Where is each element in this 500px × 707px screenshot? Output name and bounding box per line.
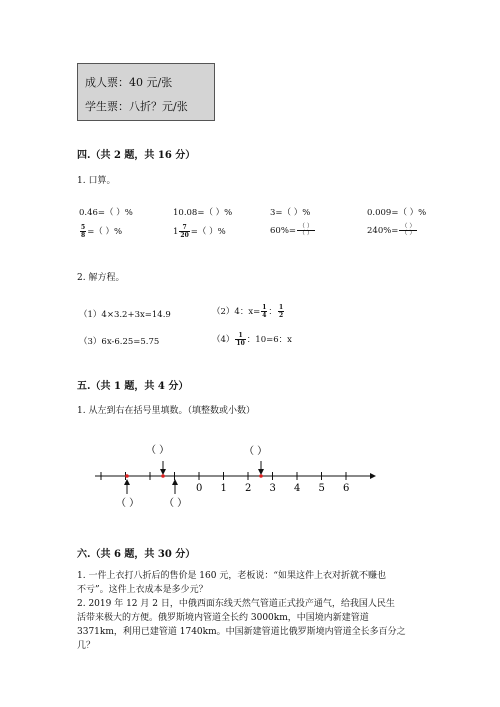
arrow-down-head bbox=[258, 469, 264, 475]
blank-bracket-left: （ ） bbox=[146, 445, 170, 456]
mental-math-item-2: 10.08=（ ）% bbox=[173, 208, 233, 218]
equation-3: （3）6x-6.25=5.75 bbox=[79, 337, 160, 347]
word-problem-line-4: 活带来极大的方便。俄罗斯境内管道全长约 3000km，中国境内新建管道 bbox=[77, 613, 369, 623]
fraction-1-2: $\frac{1}{2}$ bbox=[278, 304, 284, 319]
mental-math-item-6: 1 $\frac{7}{20}$ =（ ）% bbox=[173, 224, 226, 239]
mental-math-item-7: 60%= $\frac{( )}{( )}$ bbox=[270, 223, 313, 237]
arrow-up-head bbox=[172, 479, 178, 485]
number-line-tick-label: 4 bbox=[294, 483, 301, 494]
number-line-tick-label: 5 bbox=[318, 483, 325, 494]
number-line-tick-label: 6 bbox=[343, 483, 350, 494]
number-line-tick-label: 2 bbox=[245, 483, 252, 494]
word-problem-line-2: 不亏”。这件上衣成本是多少元？ bbox=[77, 585, 208, 595]
mental-math-item-4: 0.009=（ ）% bbox=[367, 208, 427, 218]
blank-bracket-below-right: （ ） bbox=[164, 498, 188, 508]
equation-4: （4） $\frac{1}{10}$ ：10=6：x bbox=[212, 332, 292, 347]
number-line-ticks bbox=[101, 472, 349, 494]
red-point-marker bbox=[161, 474, 165, 478]
q2-equations-label: 2. 解方程。 bbox=[77, 273, 125, 283]
word-problem-line-6: 几？ bbox=[77, 641, 96, 651]
number-line-tick-label: 0 bbox=[196, 483, 203, 494]
red-point-marker bbox=[125, 474, 129, 478]
section-6-title: 六.（共 6 题，共 30 分） bbox=[77, 549, 196, 560]
number-line-tick-label: 3 bbox=[269, 483, 276, 494]
number-line-tick-label: 1 bbox=[220, 483, 227, 494]
section-5-title: 五.（共 1 题，共 4 分） bbox=[77, 381, 189, 392]
ticket-price-box bbox=[77, 63, 215, 121]
fraction-1-10: $\frac{1}{10}$ bbox=[236, 332, 245, 347]
adult-ticket-price: 成人票：40 元/张 bbox=[85, 76, 173, 89]
blank-bracket-below-left: （ ） bbox=[116, 498, 140, 508]
mental-math-item-1: 0.46=（ ）% bbox=[79, 208, 133, 218]
arrow-up-head bbox=[124, 479, 130, 485]
word-problem-line-3: 2. 2019 年 12 月 2 日，中俄西面东线天然气管道正式投产通气，给我国人民生 bbox=[77, 599, 395, 609]
section-4-title: 四.（共 2 题，共 16 分） bbox=[77, 150, 196, 161]
blank-fraction: $\frac{( )}{( )}$ bbox=[401, 223, 416, 237]
red-point-marker bbox=[259, 474, 263, 478]
number-line-figure bbox=[0, 438, 500, 508]
mental-math-item-3: 3=（ ）% bbox=[270, 208, 311, 218]
number-line-arrowhead bbox=[370, 473, 376, 479]
fraction-5-8: $\frac{5}{8}$ bbox=[81, 224, 86, 239]
mental-math-item-5: $\frac{5}{8}$ =（ ）% bbox=[81, 224, 123, 239]
blank-fraction: $\frac{( )}{( )}$ bbox=[299, 223, 313, 237]
q1-number-line-label: 1. 从左到右在括号里填数。（填整数或小数） bbox=[77, 406, 255, 416]
equation-1: （1）4×3.2+3x=14.9 bbox=[79, 310, 171, 320]
fraction-7-20: $\frac{7}{20}$ bbox=[180, 224, 189, 239]
q1-mental-math-label: 1. 口算。 bbox=[77, 176, 116, 186]
blank-bracket-right: （ ） bbox=[244, 446, 268, 457]
equation-2: （2）4：x= $\frac{1}{4}$ ： $\frac{1}{2}$ bbox=[212, 304, 284, 319]
student-ticket-price: 学生票：八折？元/张 bbox=[85, 100, 188, 113]
word-problem-line-5: 3371km，利用已建管道 1740km。中国新建管道比俄罗斯境内管道全长多百分之 bbox=[77, 627, 406, 637]
fraction-1-4: $\frac{1}{4}$ bbox=[262, 304, 267, 319]
word-problem-line-1: 1. 一件上衣打八折后的售价是 160 元，老板说：“如果这件上衣对折就不赚也 bbox=[77, 571, 386, 581]
arrow-down-head bbox=[160, 469, 166, 475]
mental-math-item-8: 240%= $\frac{( )}{( )}$ bbox=[367, 223, 416, 237]
